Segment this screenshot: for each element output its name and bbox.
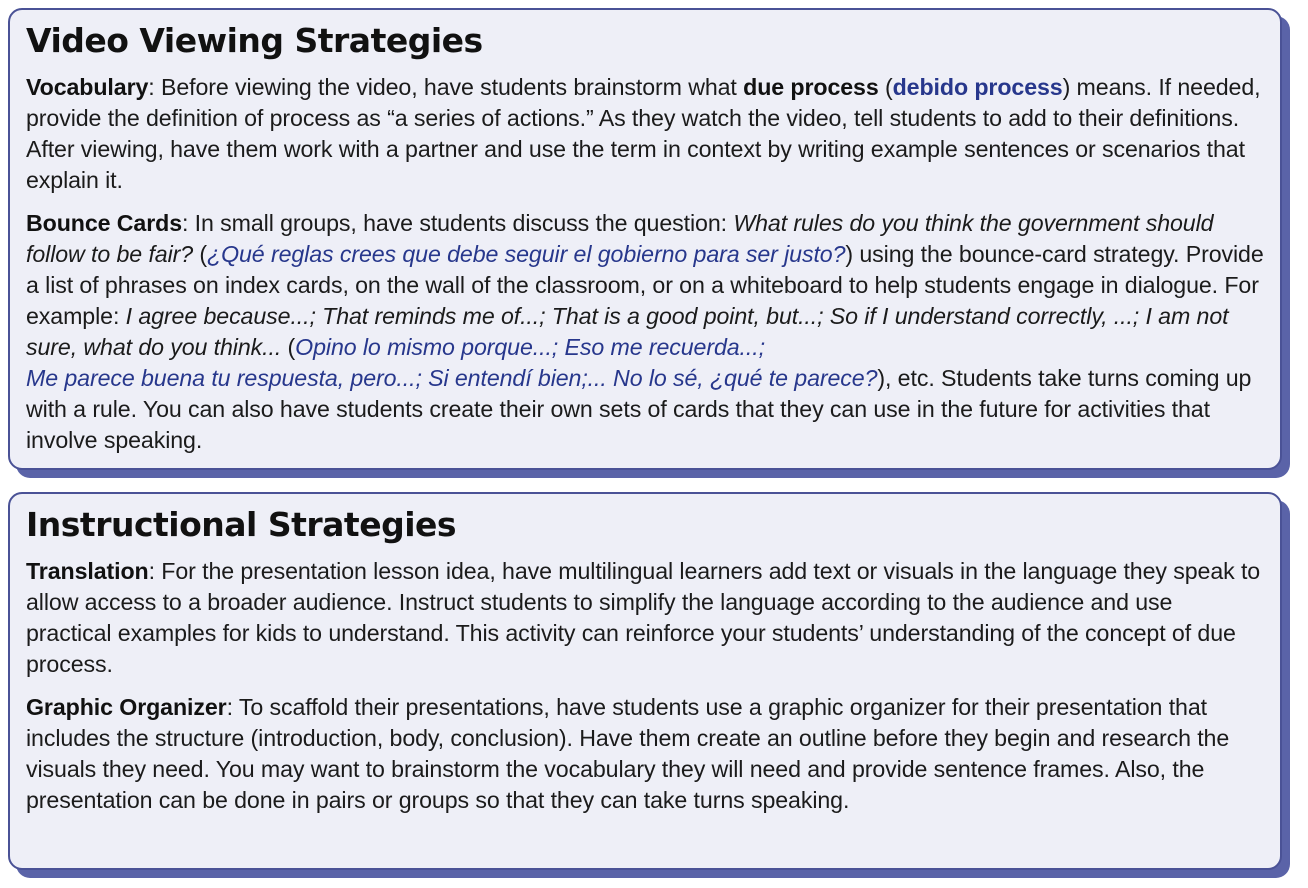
example-phrases-spanish-1: Opino lo mismo porque...; Eso me recuerda...; (295, 334, 765, 360)
video-viewing-strategies-panel (8, 8, 1282, 470)
bounce-cards-term: Bounce Cards (26, 210, 182, 236)
graphic-organizer-term: Graphic Organizer (26, 694, 227, 720)
spanish-term: debido process (892, 74, 1063, 100)
discussion-question: What rules do you think the government should follow to be fair? (26, 210, 1214, 267)
instructional-strategies-panel (8, 492, 1282, 870)
graphic-organizer-paragraph: Graphic Organizer: To scaffold their presentations, have students use a graphic organizer for their presentation that includes the structure (introduction, body, conclusion). Have them create an outline before they begin and research the visuals they need. You may want to brainstorm the vocabulary they will need and provide sentence frames. Also, the presentation can be done in pairs or groups so that they can take turns speaking. (26, 694, 1230, 813)
example-phrases-spanish-2: Me parece buena tu respuesta, pero...; Si entendí bien;... No lo sé, ¿qué te parece? (26, 365, 878, 391)
bounce-cards-paragraph: Bounce Cards: In small groups, have students discuss the question: What rules do you think the government should follow to be fair? (¿Qué reglas crees que debe seguir el gobierno para ser justo?) using the bounce-card strategy. Provide a list of phrases on index cards, on the wall of the classroom, or on a whiteboard to help students engage in dialogue. For example: I agree because...; That reminds me of...; That is a good point, but...; So if I understand correctly, ...; I am not sure, what do you think... (Opino lo mismo porque...; Eso me recuerda...; Me parece buena tu respuesta, pero...; Si entendí bien;... No lo sé, ¿qué te parece?), etc. Students take turns coming up with a rule. You can also have students create their own sets of cards that they can use in the future for activities that involve speaking. (26, 210, 1264, 453)
vocabulary-term: Vocabulary (26, 74, 149, 100)
due-process-term: due process (743, 74, 879, 100)
instructional-strategies-title: Instructional Strategies (26, 505, 457, 544)
discussion-question-spanish: ¿Qué reglas crees que debe seguir el gobierno para ser justo? (207, 241, 846, 267)
vocabulary-paragraph: Vocabulary: Before viewing the video, have students brainstorm what due process (debido process) means. If needed, provide the definition of process as “a series of actions.” As they watch the video, tell students to add to their definitions. After viewing, have them work with a partner and use the term in context by writing example sentences or scenarios that explain it. (26, 74, 1261, 193)
translation-term: Translation (26, 558, 149, 584)
video-viewing-strategies-title: Video Viewing Strategies (26, 21, 483, 60)
translation-paragraph: Translation: For the presentation lesson idea, have multilingual learners add text or visuals in the language they speak to allow access to a broader audience. Instruct students to simplify the language according to the audience and use practical examples for kids to understand. This activity can reinforce your students’ understanding of the concept of due process. (26, 558, 1261, 677)
example-phrases: I agree because...; That reminds me of...; That is a good point, but...; So if I understand correctly, ...; I am not sure, what do you think... (26, 303, 1229, 360)
